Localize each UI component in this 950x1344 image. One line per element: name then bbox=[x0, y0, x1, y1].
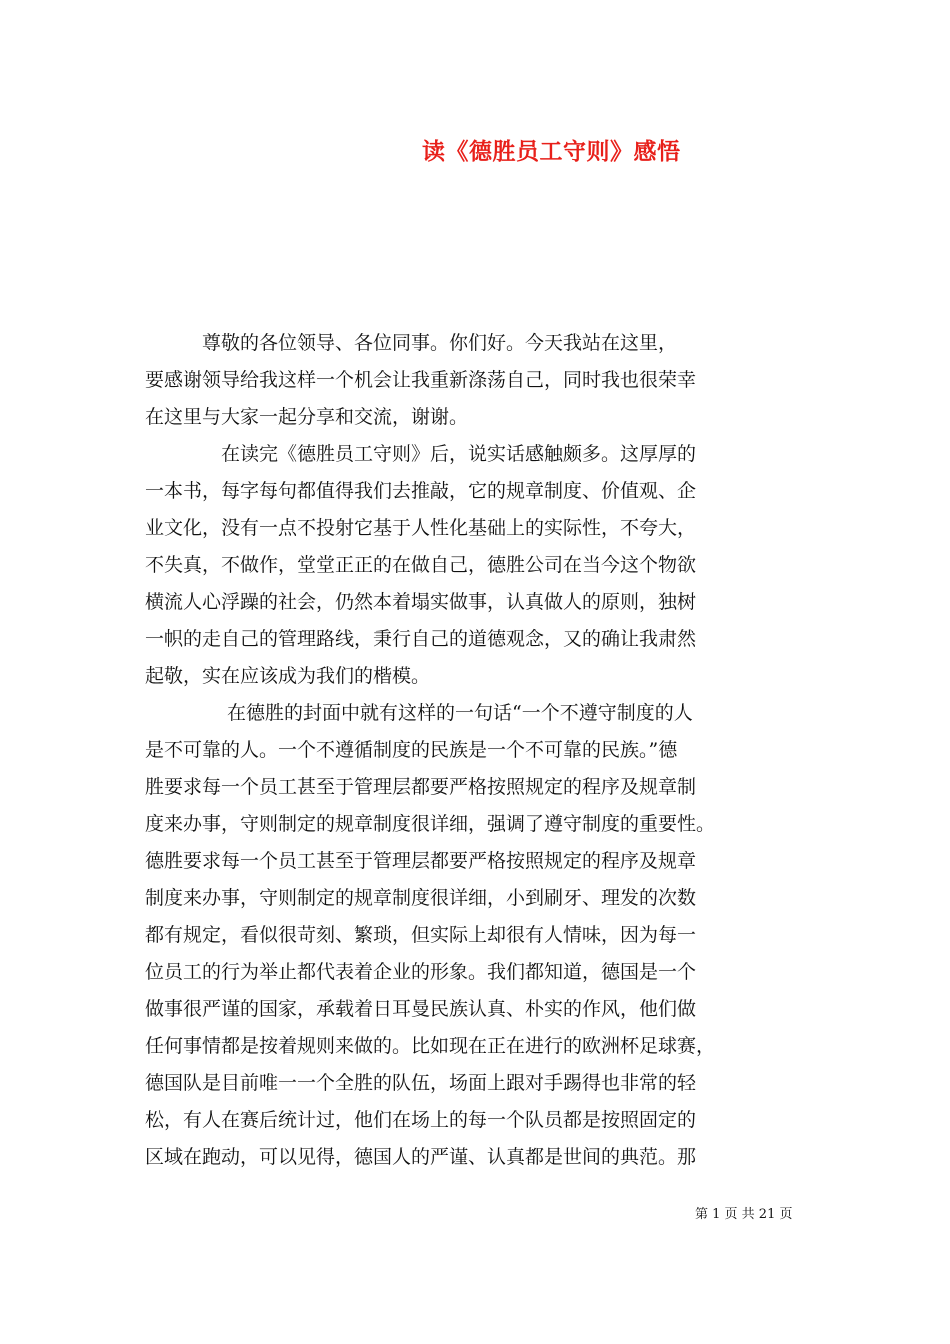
text-line: 松，有人在赛后统计过，他们在场上的每一个队员都是按照固定的 bbox=[145, 1109, 697, 1131]
text-line: 不失真，不做作，堂堂正正的在做自己，德胜公司在当今这个物欲 bbox=[145, 554, 697, 576]
text-line: 一本书，每字每句都值得我们去推敲，它的规章制度、价值观、企 bbox=[145, 480, 697, 502]
text-line: 制度来办事，守则制定的规章制度很详细，小到刷牙、理发的次数 bbox=[145, 887, 697, 909]
text-line: 任何事情都是按着规则来做的。比如现在正在进行的欧洲杯足球赛， bbox=[145, 1035, 716, 1057]
text-line: 尊敬的各位领导、各位同事。你们好。今天我站在这里， bbox=[145, 332, 678, 354]
text-line: 横流人心浮躁的社会，仍然本着塌实做事，认真做人的原则，独树 bbox=[145, 591, 697, 613]
text-line: 在德胜的封面中就有这样的一句话“一个不遵守制度的人 bbox=[145, 702, 693, 724]
body-text bbox=[145, 325, 820, 1176]
text-line: 做事很严谨的国家，承载着日耳曼民族认真、朴实的作风，他们做 bbox=[145, 998, 697, 1020]
text-line: 度来办事，守则制定的规章制度很详细，强调了遵守制度的重要性。 bbox=[145, 813, 716, 835]
page-number-footer: 第 1 页 共 21 页 bbox=[695, 1207, 793, 1222]
text-line: 都有规定，看似很苛刻、繁琐，但实际上却很有人情味，因为每一 bbox=[145, 924, 697, 946]
text-line: 是不可靠的人。一个不遵循制度的民族是一个不可靠的民族。”德 bbox=[145, 739, 678, 761]
text-line: 德国队是目前唯一一个全胜的队伍，场面上跟对手踢得也非常的轻 bbox=[145, 1072, 697, 1094]
text-line: 德胜要求每一个员工甚至于管理层都要严格按照规定的程序及规章 bbox=[145, 850, 697, 872]
text-line: 区域在跑动，可以见得，德国人的严谨、认真都是世间的典范。那 bbox=[145, 1146, 697, 1168]
text-line: 业文化，没有一点不投射它基于人性化基础上的实际性，不夸大， bbox=[145, 517, 697, 539]
text-line: 在读完《德胜员工守则》后，说实话感触颇多。这厚厚的 bbox=[145, 443, 697, 465]
text-line: 一帜的走自己的管理路线，秉行自己的道德观念，又的确让我肃然 bbox=[145, 628, 697, 650]
text-line: 位员工的行为举止都代表着企业的形象。我们都知道，德国是一个 bbox=[145, 961, 697, 983]
page-title: 读《德胜员工守则》感悟 bbox=[422, 138, 681, 165]
text-line: 在这里与大家一起分享和交流，谢谢。 bbox=[145, 406, 469, 428]
text-line: 要感谢领导给我这样一个机会让我重新涤荡自己，同时我也很荣幸 bbox=[145, 369, 697, 391]
text-line: 胜要求每一个员工甚至于管理层都要严格按照规定的程序及规章制 bbox=[145, 776, 697, 798]
text-line: 起敬，实在应该成为我们的楷模。 bbox=[145, 665, 431, 687]
